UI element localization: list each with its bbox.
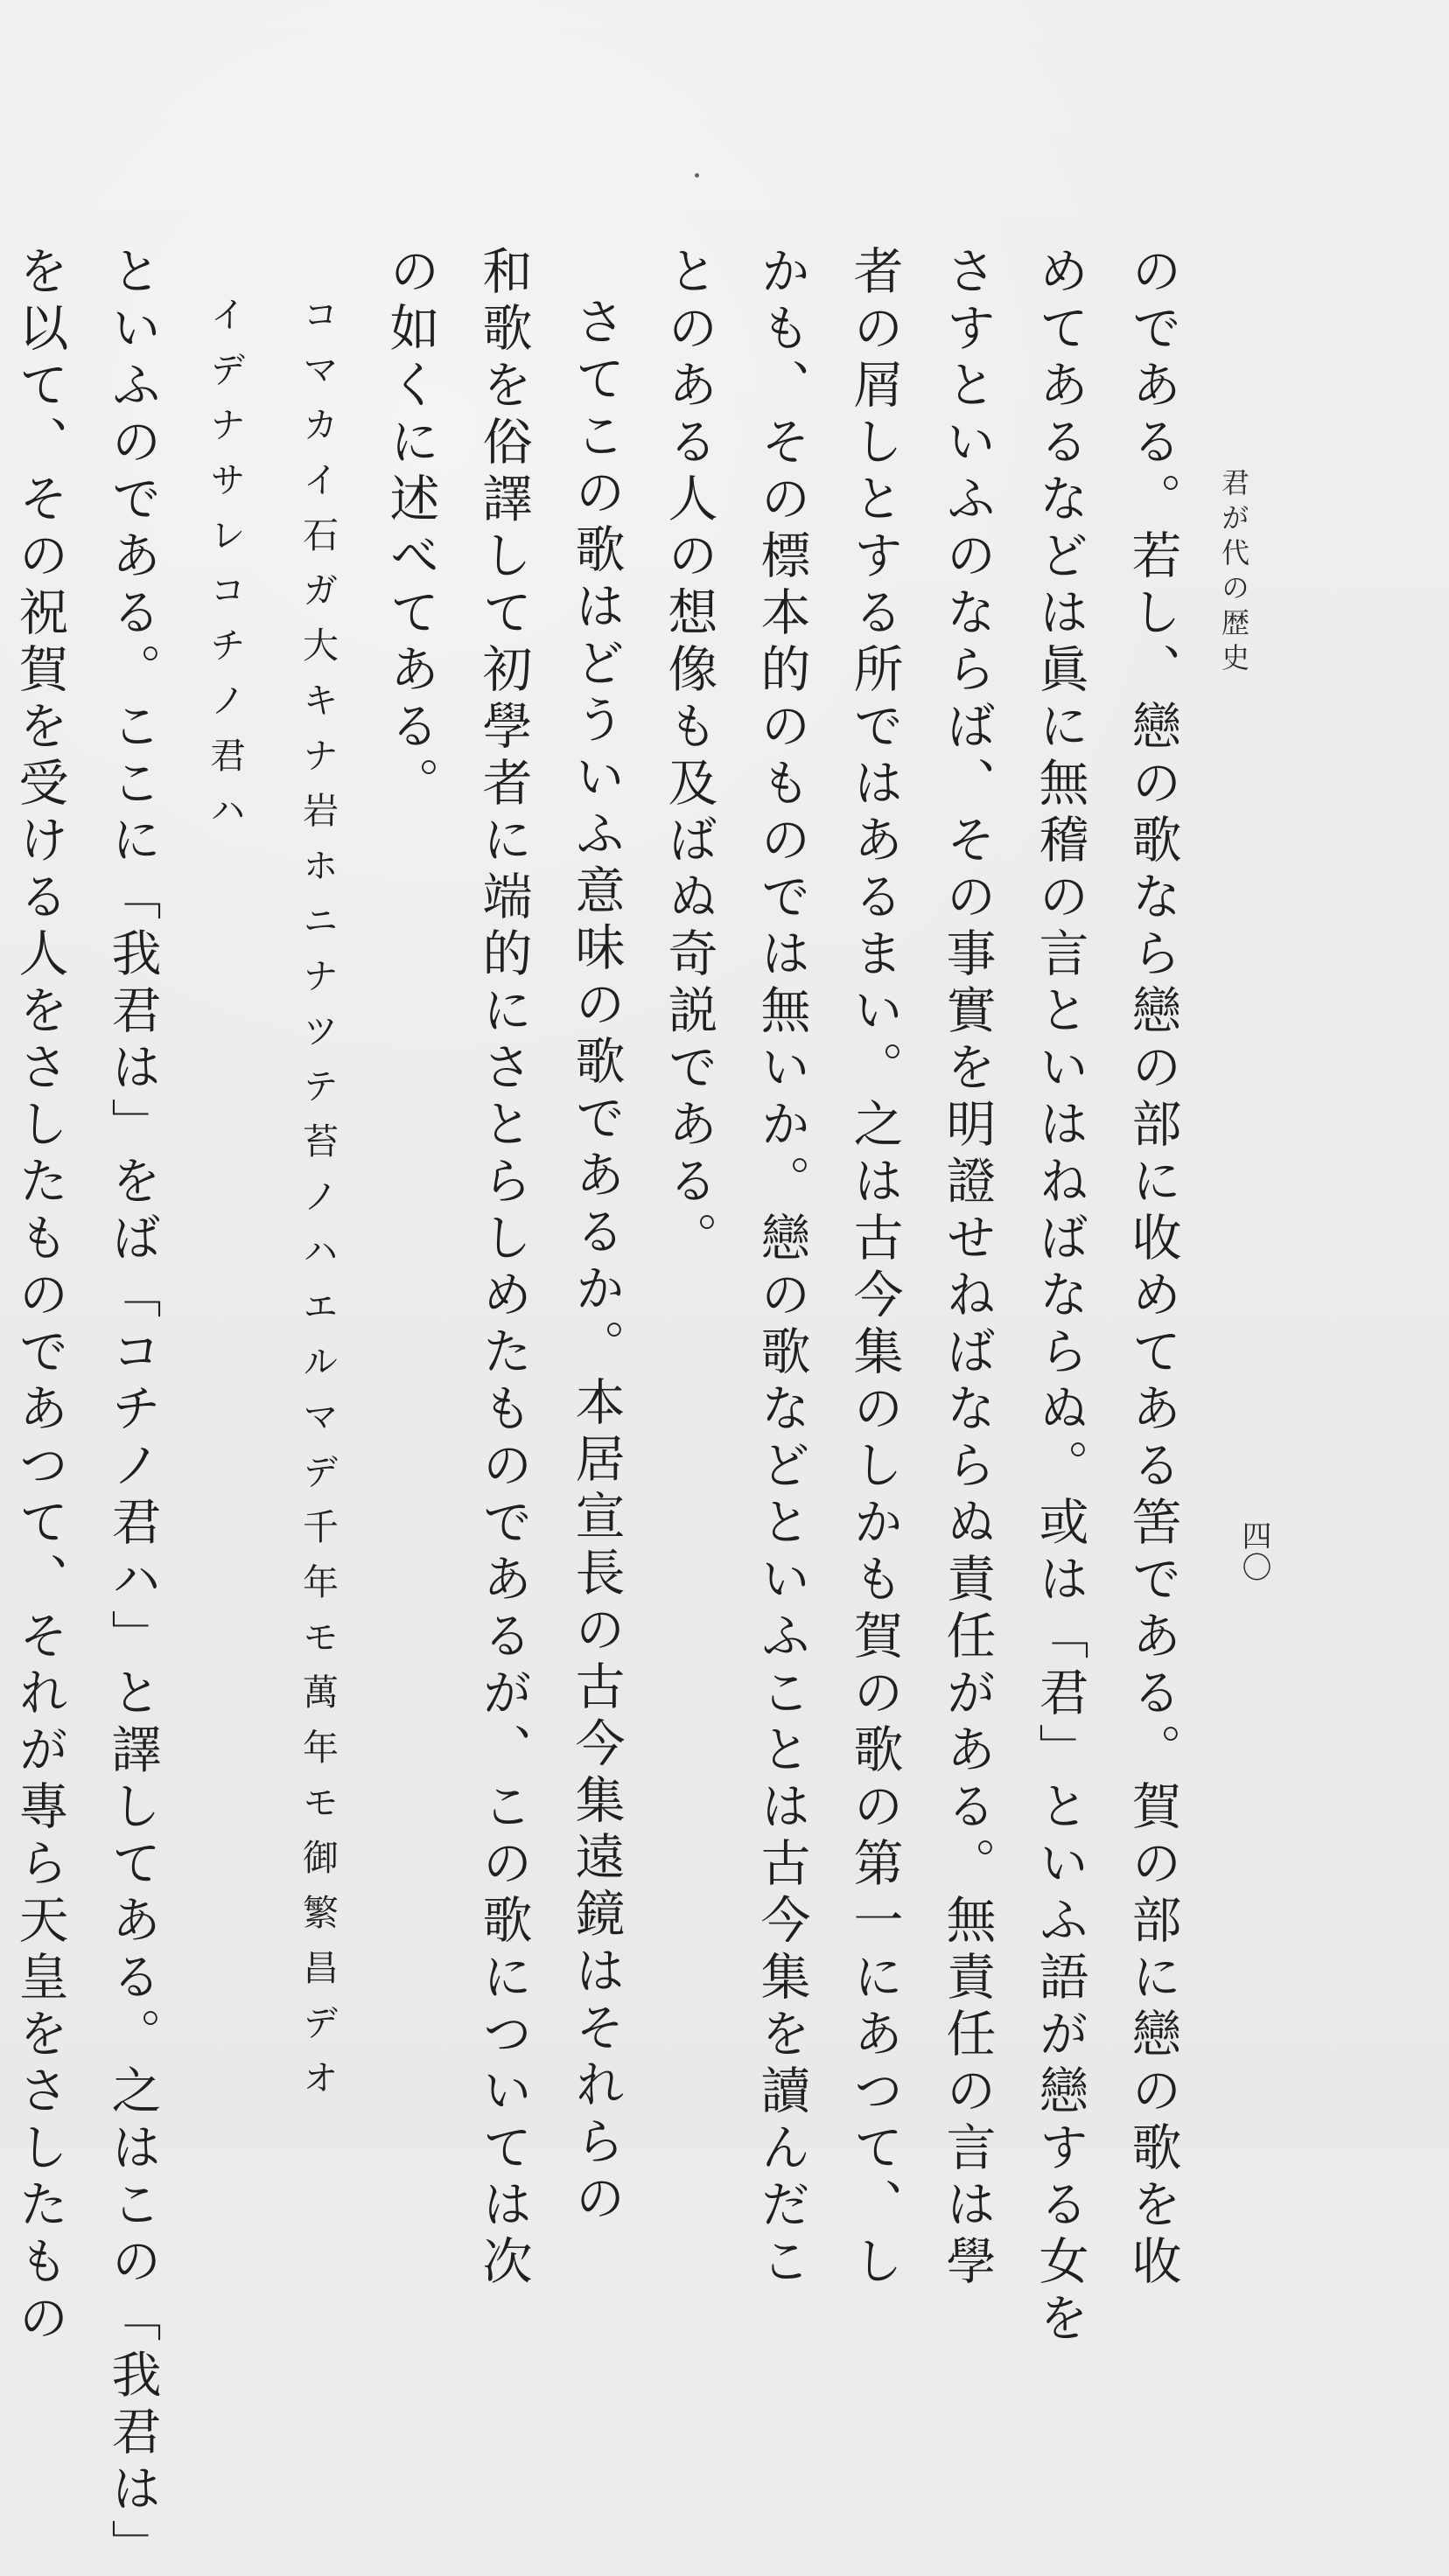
text-line: のである。若し、戀の歌なら戀の部に收めてある筈である。賀の部に戀の歌を收 (1124, 245, 1181, 2292)
text-line: といふのである。ここに「我君は」をば「コチノ君ハ」と譯してある。之はこの「我君は」 (103, 245, 161, 2576)
text-line: 者の屑しとする所ではあるまい。之は古今集のしかも賀の歌の第一にあつて、し (845, 245, 903, 2292)
body-text (10, 245, 1199, 2576)
paragraph-start-line: さてこの歌はどういふ意味の歌であるか。本居宣長の古今集遠鏡はそれらの (567, 296, 625, 2229)
text-line: の如くに述べてある。 (382, 245, 439, 813)
text-line: 和歌を俗譯して初學者に端的にさとらしめたものであるが、この歌については次 (474, 245, 532, 2292)
text-line: とのある人の想像も及ばぬ奇説である。 (660, 245, 718, 1268)
running-header: 君が代の歴史 (1217, 468, 1250, 678)
text-line: さすといふのならば、その事實を明證せねばならぬ責任がある。無責任の言は學 (938, 245, 996, 2292)
paper-speck (695, 173, 699, 178)
text-line: を以て、その祝賀を受ける人をさしたものであつて、それが專ら天皇をさしたもの (10, 245, 68, 2349)
text-line: かも、その標本的のものでは無いか。戀の歌などといふことは古今集を讀んだこ (752, 245, 810, 2292)
quoted-translation-line: イデナサレコチノ君ハ (204, 296, 246, 847)
text-line: めてあるなどは眞に無稽の言といはねばならぬ。或は「君」といふ語が戀する女を (1031, 245, 1088, 2349)
page-number: 四〇 (1236, 1520, 1271, 1583)
quoted-translation-line: コマカイ石ガ大キナ岩ホニナツテ苔ノハエルマデ千年モ萬年モ御繁昌デオ (297, 296, 339, 2114)
